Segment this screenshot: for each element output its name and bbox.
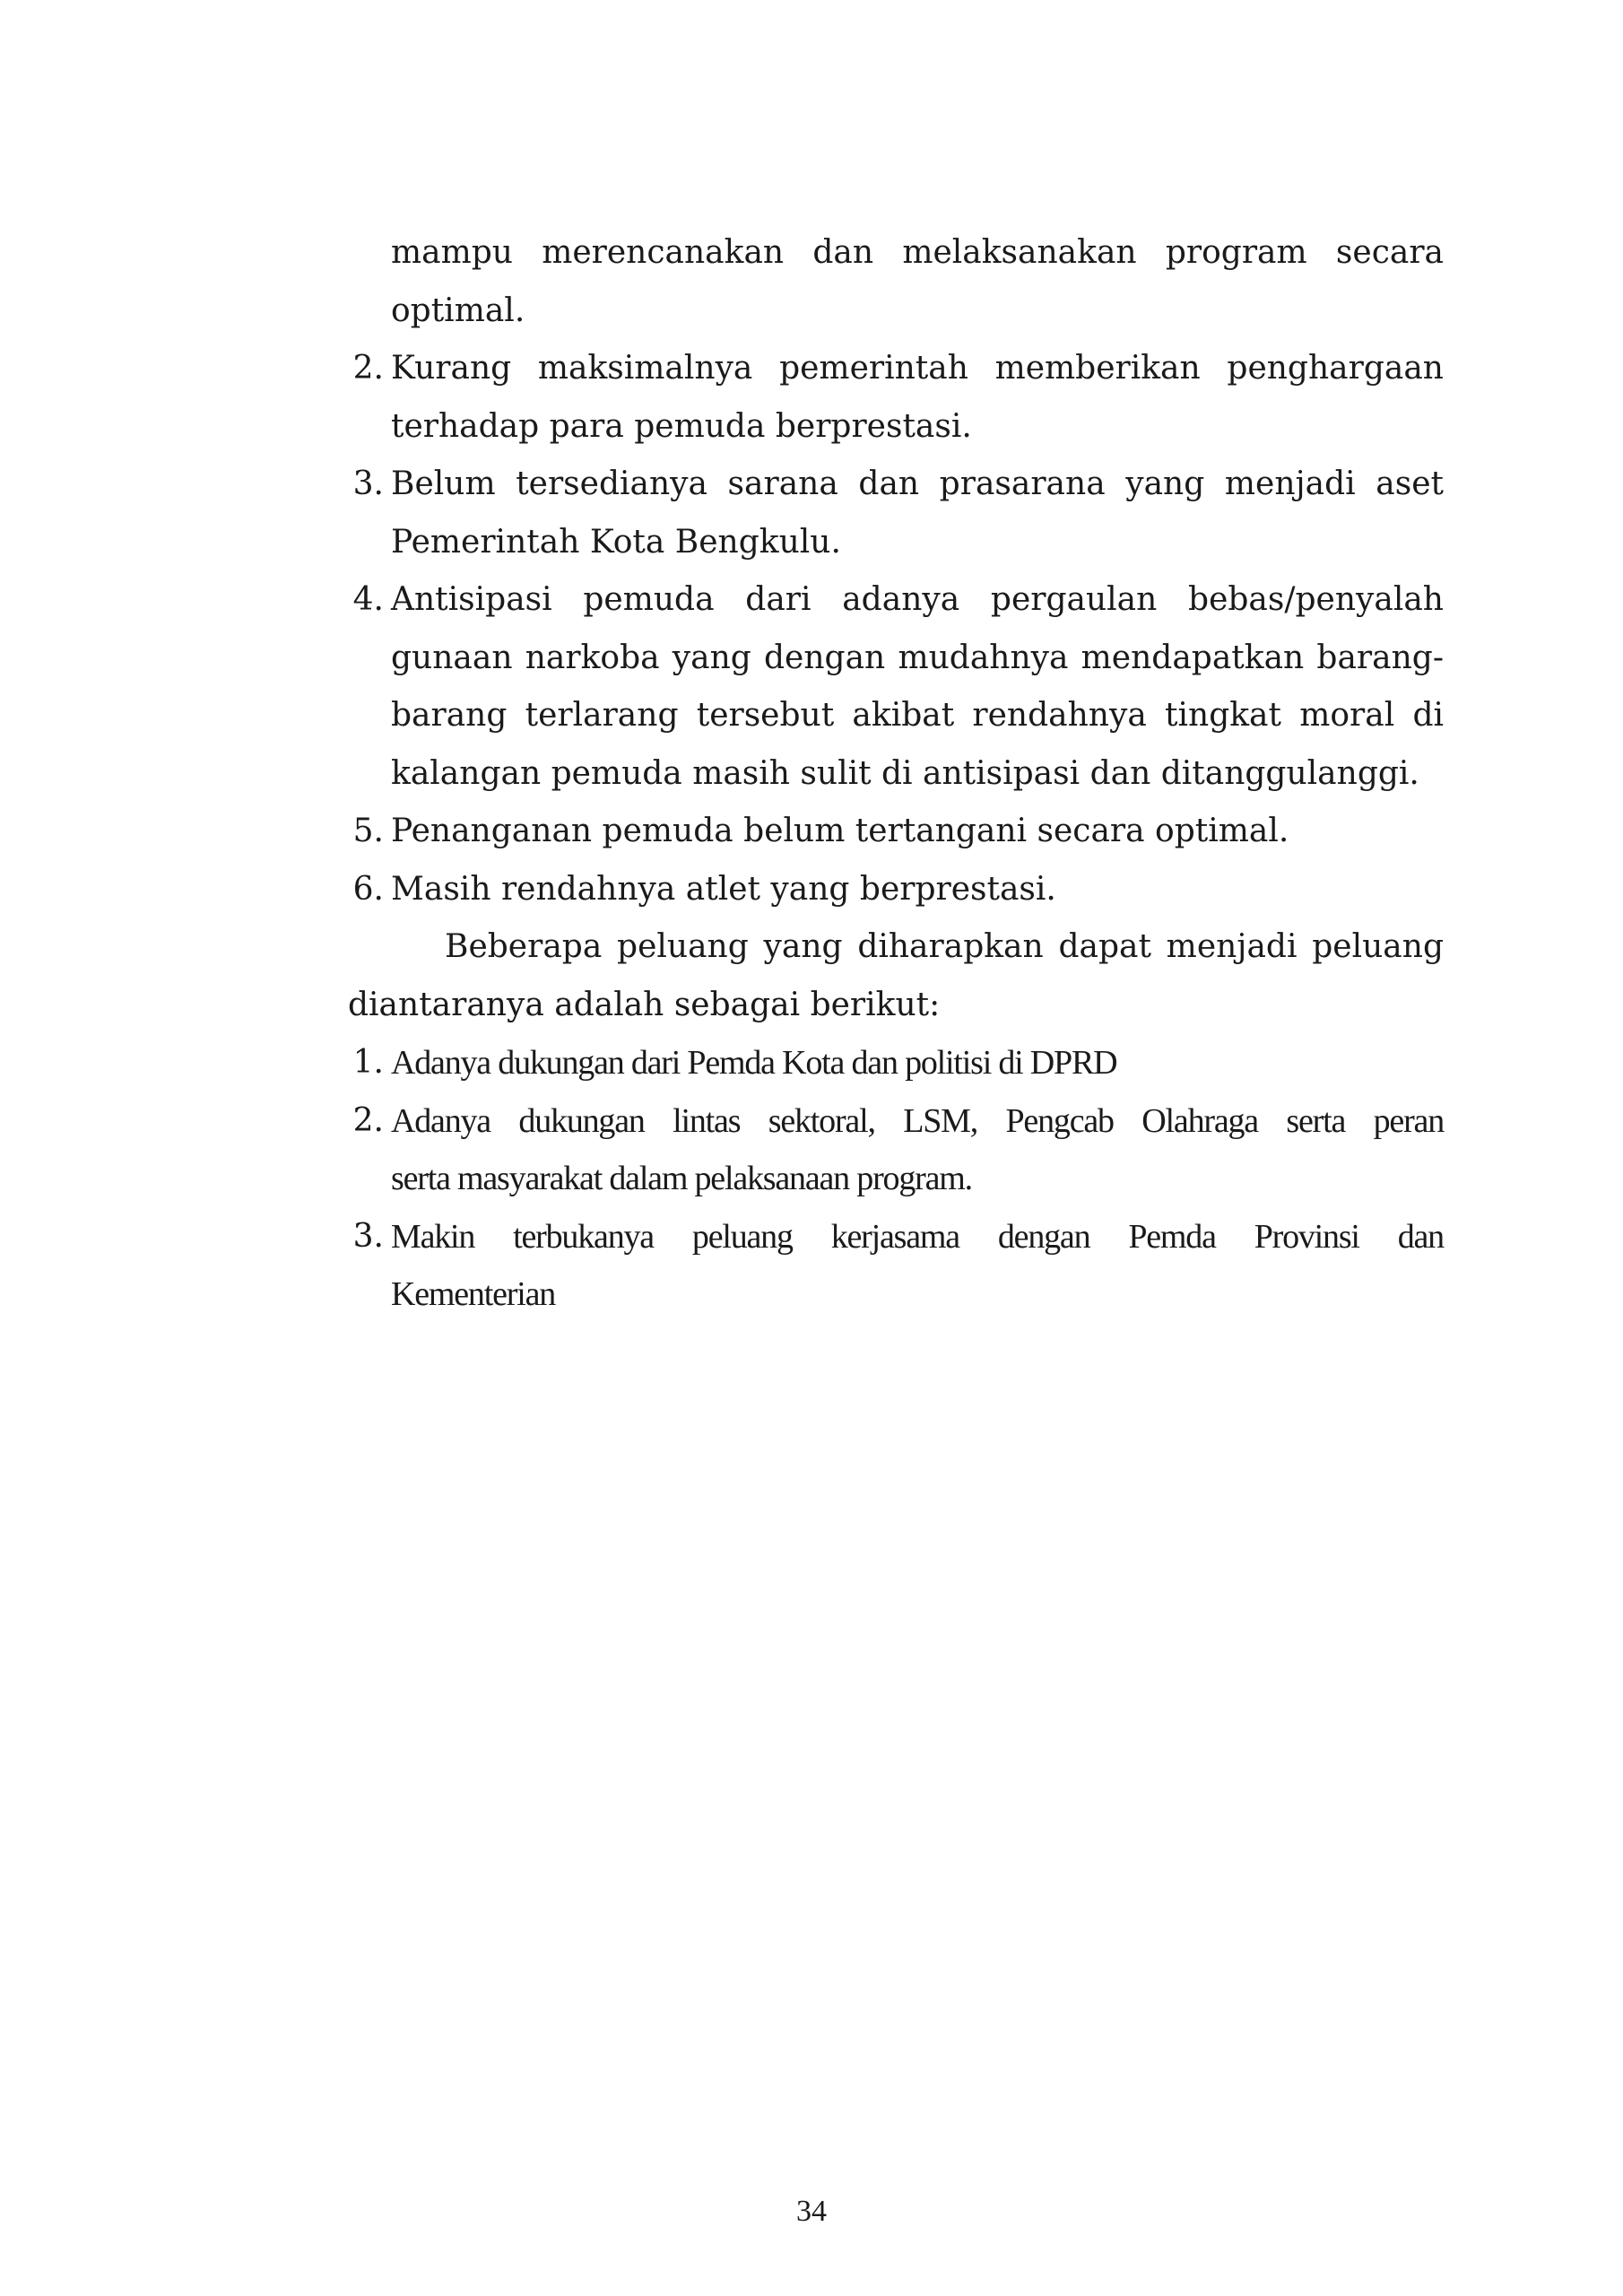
page-content bbox=[348, 224, 1444, 1324]
list-number: 4. bbox=[352, 581, 384, 618]
text-line: Makin terbukanya peluang kerjasama dengan Pemda Provinsi dan bbox=[391, 1217, 1444, 1256]
page-number: 34 bbox=[796, 2195, 827, 2228]
list-item-5 bbox=[348, 803, 1444, 861]
list2-item-1 bbox=[348, 1034, 1444, 1092]
paragraph-line: diantaranya adalah sebagai berikut: bbox=[348, 986, 941, 1023]
text-line: Kementerian bbox=[391, 1275, 556, 1313]
list-item-3 bbox=[348, 456, 1444, 514]
list-number: 2. bbox=[352, 350, 384, 387]
text-line: serta masyarakat dalam pelaksanaan program. bbox=[391, 1160, 972, 1197]
paragraph-line: Beberapa peluang yang diharapkan dapat menjadi peluang bbox=[445, 928, 1444, 965]
list-number: 6. bbox=[352, 870, 384, 908]
list-number: 3. bbox=[352, 465, 384, 502]
list-item-2 bbox=[348, 340, 1444, 398]
list2-item-2 bbox=[348, 1092, 1444, 1151]
list-item-4 bbox=[348, 571, 1444, 630]
list-number: 1. bbox=[352, 1044, 384, 1081]
list-number: 5. bbox=[352, 813, 384, 849]
text-line: mampu merencanakan dan melaksanakan program secara bbox=[391, 234, 1444, 271]
text-line: Antisipasi pemuda dari adanya pergaulan bebas/penyalah bbox=[391, 581, 1444, 618]
list-number: 3. bbox=[352, 1217, 384, 1255]
text-line: Masih rendahnya atlet yang berprestasi. bbox=[391, 870, 1056, 908]
text-line: kalangan pemuda masih sulit di antisipasi dan ditanggulanggi. bbox=[391, 754, 1419, 792]
list2-item-3 bbox=[348, 1208, 1444, 1266]
list-number: 2. bbox=[352, 1101, 384, 1139]
text-line: optimal. bbox=[391, 291, 525, 329]
text-line: Adanya dukungan dari Pemda Kota dan politisi di DPRD bbox=[391, 1044, 1117, 1082]
text-line: Adanya dukungan lintas sektoral, LSM, Pengcab Olahraga serta peran bbox=[391, 1101, 1444, 1140]
text-line: gunaan narkoba yang dengan mudahnya mendapatkan barang- bbox=[391, 639, 1444, 676]
text-line: Belum tersedianya sarana dan prasarana yang menjadi aset bbox=[391, 465, 1444, 502]
text-line: Pemerintah Kota Bengkulu. bbox=[391, 523, 841, 561]
text-line: Penanganan pemuda belum tertangani secara optimal. bbox=[391, 813, 1289, 849]
text-line: barang terlarang tersebut akibat rendahnya tingkat moral di bbox=[391, 697, 1444, 734]
text-line: terhadap para pemuda berprestasi. bbox=[391, 407, 972, 445]
text-line: Kurang maksimalnya pemerintah memberikan penghargaan bbox=[391, 350, 1444, 387]
list-item-6 bbox=[348, 861, 1444, 919]
